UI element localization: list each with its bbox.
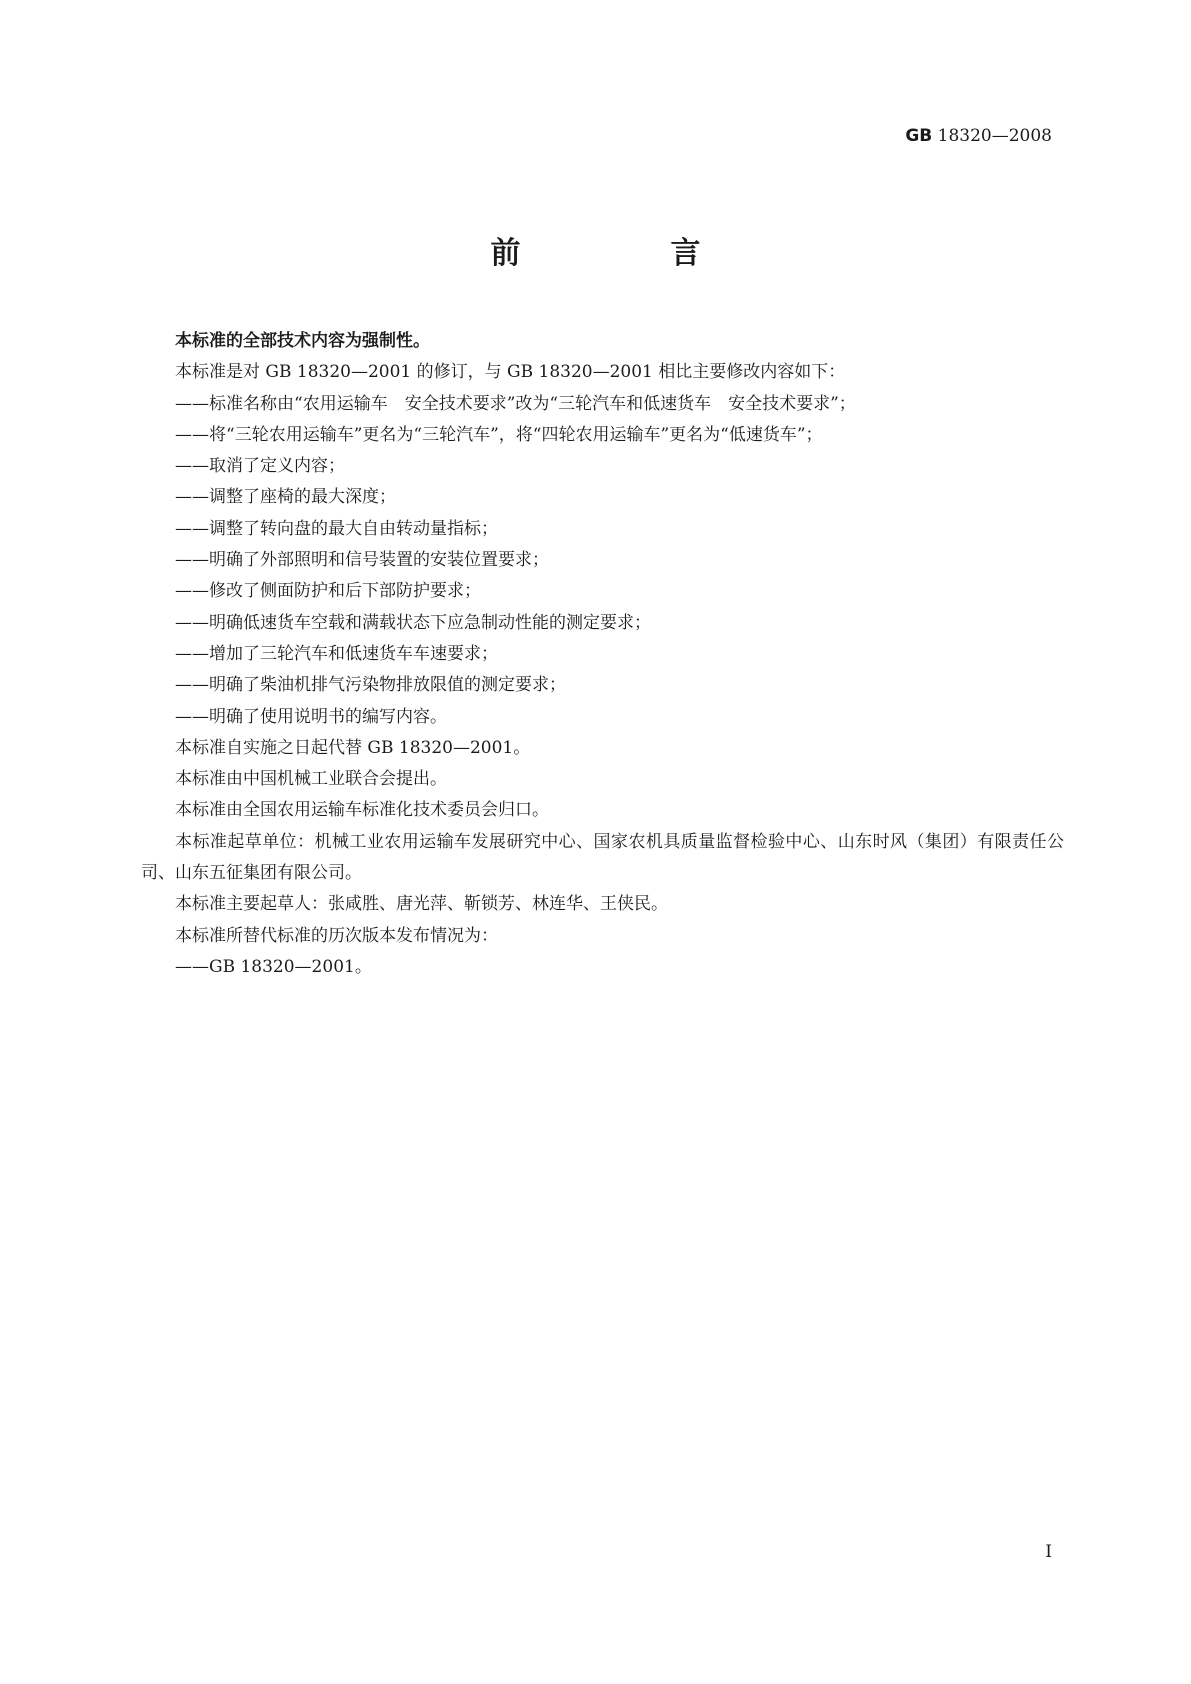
change-list-item: ——增加了三轮汽车和低速货车车速要求； bbox=[175, 643, 498, 664]
foreword-paragraph: 本标准主要起草人：张咸胜、唐光萍、靳锁芳、林连华、王侠民。 bbox=[175, 894, 668, 915]
change-list-item: ——标准名称由“农用运输车 安全技术要求”改为“三轮汽车和低速货车 安全技术要求”； bbox=[175, 393, 856, 414]
standard-code bbox=[905, 126, 1052, 146]
foreword-body bbox=[141, 326, 1064, 983]
foreword-paragraph: 本标准由中国机械工业联合会提出。 bbox=[175, 769, 447, 790]
standard-code-prefix: GB bbox=[905, 126, 933, 146]
mandatory-statement: 本标准的全部技术内容为强制性。 bbox=[175, 331, 430, 351]
foreword-paragraph: 本标准由全国农用运输车标准化技术委员会归口。 bbox=[175, 800, 549, 821]
change-list-item: ——明确低速货车空载和满载状态下应急制动性能的测定要求； bbox=[175, 612, 651, 633]
standard-code-number: 18320—2008 bbox=[937, 126, 1052, 146]
change-list-item: ——取消了定义内容； bbox=[175, 456, 345, 477]
change-list-item: ——修改了侧面防护和后下部防护要求； bbox=[175, 581, 481, 602]
page-number: I bbox=[1045, 1542, 1052, 1562]
change-list-item: ——将“三轮农用运输车”更名为“三轮汽车”，将“四轮农用运输车”更名为“低速货车”； bbox=[175, 424, 823, 445]
change-list-item: ——调整了转向盘的最大自由转动量指标； bbox=[175, 518, 498, 539]
change-list-item: ——明确了柴油机排气污染物排放限值的测定要求； bbox=[175, 675, 566, 696]
foreword-paragraph: 本标准所替代标准的历次版本发布情况为： bbox=[175, 925, 498, 946]
change-list-item: ——明确了外部照明和信号装置的安装位置要求； bbox=[175, 550, 549, 571]
foreword-paragraph: 本标准是对 GB 18320—2001 的修订，与 GB 18320—2001 相比主要修改内容如下： bbox=[175, 362, 846, 383]
change-list-item: ——GB 18320—2001。 bbox=[175, 956, 372, 977]
change-list-item: ——调整了座椅的最大深度； bbox=[175, 487, 396, 508]
foreword-paragraph: 本标准起草单位：机械工业农用运输车发展研究中心、国家农机具质量监督检验中心、山东时风（集团）有限责任公司、山东五征集团有限公司。 bbox=[141, 831, 1064, 884]
page-title: 前 言 bbox=[490, 236, 761, 271]
change-list-item: ——明确了使用说明书的编写内容。 bbox=[175, 706, 447, 727]
foreword-paragraph: 本标准自实施之日起代替 GB 18320—2001。 bbox=[175, 737, 531, 758]
